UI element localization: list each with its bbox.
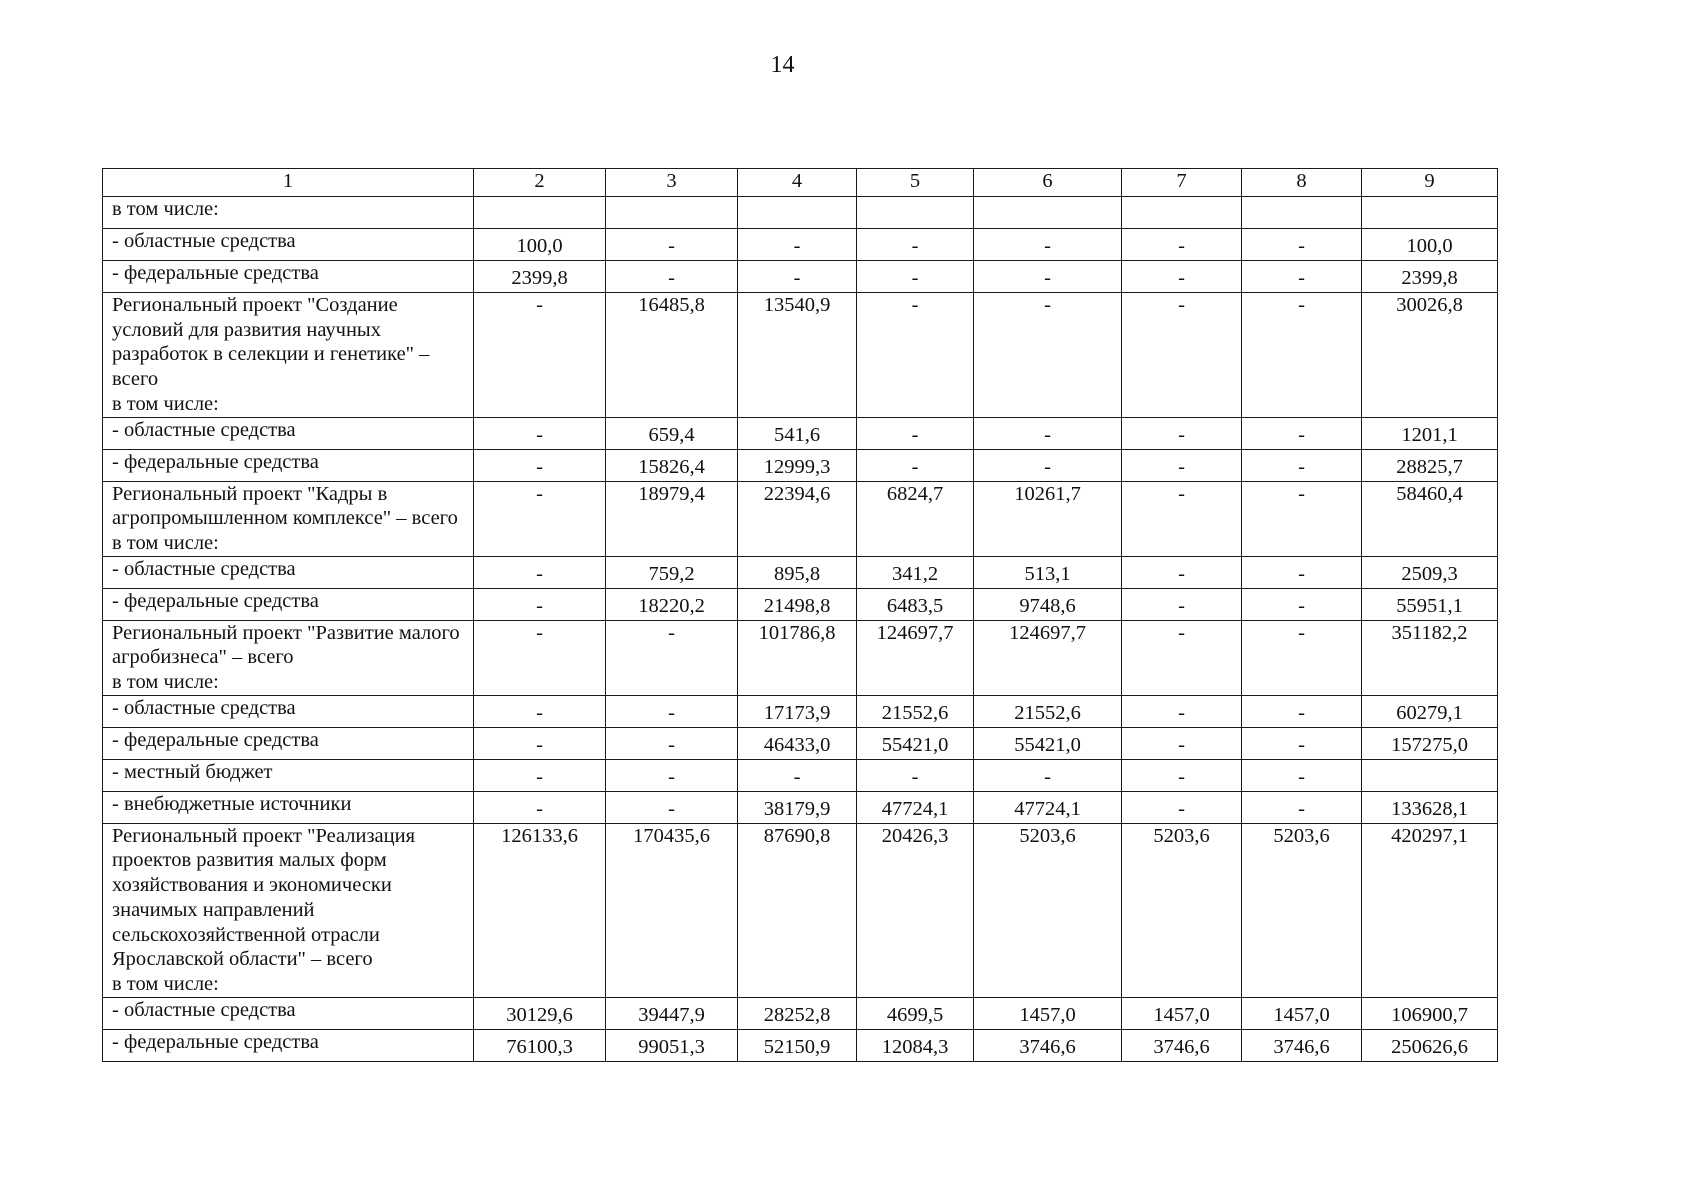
value-cell-col-9: 2509,3 [1362,556,1498,588]
value-cell-col-5: 124697,7 [857,620,974,695]
column-number-9: 9 [1362,169,1498,197]
value-cell-col-6: 1457,0 [974,997,1122,1029]
value-cell-col-4: 101786,8 [738,620,857,695]
value-cell-col-8: - [1242,620,1362,695]
value-cell-col-7: - [1122,293,1242,418]
value-cell-col-7: - [1122,695,1242,727]
value-cell-col-6: 5203,6 [974,823,1122,997]
value-cell-col-9 [1362,759,1498,791]
column-number-4: 4 [738,169,857,197]
value-cell-col-6: 21552,6 [974,695,1122,727]
value-cell-col-5: 6824,7 [857,481,974,556]
value-cell-col-7: - [1122,727,1242,759]
table-header-row [103,169,1498,197]
row-name: - областные средства [112,557,296,580]
value-cell-col-8: - [1242,695,1362,727]
value-cell-col-8: - [1242,449,1362,481]
value-cell-col-3: - [606,261,738,293]
project-row [103,823,1498,997]
value-cell-col-7: - [1122,759,1242,791]
table-row [103,417,1498,449]
value-cell-col-6: - [974,293,1122,418]
value-cell-col-2: 100,0 [474,229,606,261]
row-name-cell [103,997,474,1029]
row-name-cell [103,727,474,759]
column-number-5: 5 [857,169,974,197]
value-cell-col-8: - [1242,261,1362,293]
value-cell-col-2: - [474,449,606,481]
value-cell-col-8: 5203,6 [1242,823,1362,997]
table-row [103,1029,1498,1061]
value-cell-col-3: - [606,695,738,727]
value-cell-col-4: 46433,0 [738,727,857,759]
value-cell-col-2: - [474,293,606,418]
value-cell-col-2: - [474,791,606,823]
value-cell-col-6: - [974,229,1122,261]
value-cell-col-4: 22394,6 [738,481,857,556]
row-name: - федеральные средства [112,450,319,473]
value-cell-col-5 [857,197,974,229]
row-name-cell [103,695,474,727]
value-cell-col-2: 30129,6 [474,997,606,1029]
value-cell-col-4: 87690,8 [738,823,857,997]
value-cell-col-6: 55421,0 [974,727,1122,759]
row-name-cell [103,197,474,229]
row-name-cell [103,261,474,293]
row-name-cell [103,449,474,481]
value-cell-col-8: 1457,0 [1242,997,1362,1029]
value-cell-col-4: 21498,8 [738,588,857,620]
row-name-cell [103,229,474,261]
value-cell-col-6: - [974,759,1122,791]
row-name: - областные средства [112,998,296,1021]
budget-table [102,168,1498,1062]
value-cell-col-3: 170435,6 [606,823,738,997]
value-cell-col-9: 106900,7 [1362,997,1498,1029]
table-row [103,229,1498,261]
value-cell-col-4: 895,8 [738,556,857,588]
value-cell-col-8: - [1242,417,1362,449]
value-cell-col-6: 3746,6 [974,1029,1122,1061]
value-cell-col-5: 55421,0 [857,727,974,759]
page-number: 14 [770,52,795,78]
value-cell-col-3: 99051,3 [606,1029,738,1061]
table-row [103,791,1498,823]
value-cell-col-9: 30026,8 [1362,293,1498,418]
column-number-7: 7 [1122,169,1242,197]
row-name: - федеральные средства [112,1030,319,1053]
value-cell-col-2: - [474,481,606,556]
value-cell-col-3: 759,2 [606,556,738,588]
value-cell-col-9: 250626,6 [1362,1029,1498,1061]
table-row [103,588,1498,620]
value-cell-col-8: - [1242,759,1362,791]
value-cell-col-3: - [606,229,738,261]
value-cell-col-3: 659,4 [606,417,738,449]
value-cell-col-8: - [1242,727,1362,759]
row-name: Региональный проект "Реализация проектов развития малых форм хозяйствования и экономически значимых направлений сельскохозяйственной отрасли Ярославской области" – всего в том числе: [112,824,416,995]
value-cell-col-9: 60279,1 [1362,695,1498,727]
column-number-8: 8 [1242,169,1362,197]
row-name: - федеральные средства [112,262,319,284]
value-cell-col-4: - [738,759,857,791]
value-cell-col-3: - [606,620,738,695]
value-cell-col-4: 12999,3 [738,449,857,481]
value-cell-col-4: 38179,9 [738,791,857,823]
value-cell-col-6: - [974,261,1122,293]
table-row [103,997,1498,1029]
value-cell-col-5: - [857,417,974,449]
row-name-cell [103,1029,474,1061]
value-cell-col-2: 126133,6 [474,823,606,997]
value-cell-col-4: - [738,229,857,261]
value-cell-col-5: 21552,6 [857,695,974,727]
value-cell-col-3: 39447,9 [606,997,738,1029]
value-cell-col-3: - [606,759,738,791]
table-row [103,759,1498,791]
value-cell-col-7: - [1122,261,1242,293]
row-name: Региональный проект "Кадры в агропромышленном комплексе" – всего в том числе: [112,482,458,554]
value-cell-col-2: - [474,556,606,588]
value-cell-col-7: - [1122,791,1242,823]
project-row [103,620,1498,695]
row-name: - областные средства [112,696,296,719]
value-cell-col-9 [1362,197,1498,229]
value-cell-col-6: 513,1 [974,556,1122,588]
row-name: Региональный проект "Развитие малого агробизнеса" – всего в том числе: [112,621,460,694]
value-cell-col-8: - [1242,481,1362,556]
row-name-cell [103,759,474,791]
value-cell-col-4: 52150,9 [738,1029,857,1061]
value-cell-col-9: 157275,0 [1362,727,1498,759]
value-cell-col-2: 2399,8 [474,261,606,293]
value-cell-col-2: - [474,759,606,791]
value-cell-col-5: 20426,3 [857,823,974,997]
value-cell-col-4: 541,6 [738,417,857,449]
value-cell-col-4: 28252,8 [738,997,857,1029]
value-cell-col-9: 58460,4 [1362,481,1498,556]
table-row [103,449,1498,481]
value-cell-col-5: 12084,3 [857,1029,974,1061]
row-name: - федеральные средства [112,728,319,751]
value-cell-col-4: - [738,261,857,293]
value-cell-col-2: - [474,695,606,727]
value-cell-col-9: 351182,2 [1362,620,1498,695]
project-row [103,293,1498,418]
value-cell-col-3: 18979,4 [606,481,738,556]
value-cell-col-6: - [974,449,1122,481]
table-row [103,556,1498,588]
value-cell-col-9: 28825,7 [1362,449,1498,481]
value-cell-col-5: 341,2 [857,556,974,588]
value-cell-col-7: - [1122,449,1242,481]
value-cell-col-6: - [974,417,1122,449]
value-cell-col-9: 133628,1 [1362,791,1498,823]
value-cell-col-7: - [1122,588,1242,620]
row-name: - областные средства [112,418,296,441]
value-cell-col-7: 3746,6 [1122,1029,1242,1061]
value-cell-col-3 [606,197,738,229]
value-cell-col-8: - [1242,229,1362,261]
value-cell-col-7 [1122,197,1242,229]
value-cell-col-5: 47724,1 [857,791,974,823]
value-cell-col-9: 55951,1 [1362,588,1498,620]
table-row [103,261,1498,293]
column-number-1: 1 [103,169,474,197]
value-cell-col-7: - [1122,417,1242,449]
value-cell-col-8: - [1242,791,1362,823]
value-cell-col-9: 100,0 [1362,229,1498,261]
value-cell-col-6: 10261,7 [974,481,1122,556]
value-cell-col-8: - [1242,293,1362,418]
row-name-cell [103,481,474,556]
table-row [103,197,1498,229]
value-cell-col-9: 1201,1 [1362,417,1498,449]
row-name-cell [103,556,474,588]
value-cell-col-6 [974,197,1122,229]
row-name-cell [103,588,474,620]
value-cell-col-5: - [857,229,974,261]
value-cell-col-2: - [474,417,606,449]
value-cell-col-8 [1242,197,1362,229]
row-name: - федеральные средства [112,589,319,612]
value-cell-col-5: - [857,449,974,481]
row-name-cell [103,417,474,449]
value-cell-col-3: 18220,2 [606,588,738,620]
value-cell-col-6: 9748,6 [974,588,1122,620]
row-name: - местный бюджет [112,760,273,783]
value-cell-col-3: - [606,791,738,823]
value-cell-col-5: 6483,5 [857,588,974,620]
value-cell-col-7: 1457,0 [1122,997,1242,1029]
value-cell-col-2: - [474,727,606,759]
value-cell-col-5: - [857,759,974,791]
value-cell-col-5: 4699,5 [857,997,974,1029]
value-cell-col-4: 13540,9 [738,293,857,418]
row-name: в том числе: [112,198,219,220]
value-cell-col-2: - [474,588,606,620]
column-number-2: 2 [474,169,606,197]
row-name-cell [103,620,474,695]
value-cell-col-9: 2399,8 [1362,261,1498,293]
value-cell-col-8: 3746,6 [1242,1029,1362,1061]
value-cell-col-2: - [474,620,606,695]
column-number-6: 6 [974,169,1122,197]
value-cell-col-8: - [1242,556,1362,588]
value-cell-col-7: - [1122,481,1242,556]
table-row [103,727,1498,759]
value-cell-col-6: 124697,7 [974,620,1122,695]
value-cell-col-7: - [1122,620,1242,695]
row-name: Региональный проект "Создание условий для развития научных разработок в селекции и генетике" – всего в том числе: [112,294,430,415]
row-name-cell [103,293,474,418]
value-cell-col-5: - [857,293,974,418]
row-name-cell [103,823,474,997]
value-cell-col-9: 420297,1 [1362,823,1498,997]
value-cell-col-7: 5203,6 [1122,823,1242,997]
value-cell-col-7: - [1122,556,1242,588]
value-cell-col-4 [738,197,857,229]
value-cell-col-7: - [1122,229,1242,261]
row-name-cell [103,791,474,823]
value-cell-col-8: - [1242,588,1362,620]
row-name: - внебюджетные источники [112,792,352,815]
value-cell-col-5: - [857,261,974,293]
table-row [103,695,1498,727]
value-cell-col-3: - [606,727,738,759]
column-number-3: 3 [606,169,738,197]
value-cell-col-6: 47724,1 [974,791,1122,823]
value-cell-col-3: 16485,8 [606,293,738,418]
value-cell-col-2: 76100,3 [474,1029,606,1061]
value-cell-col-2 [474,197,606,229]
project-row [103,481,1498,556]
row-name: - областные средства [112,230,296,252]
value-cell-col-4: 17173,9 [738,695,857,727]
value-cell-col-3: 15826,4 [606,449,738,481]
